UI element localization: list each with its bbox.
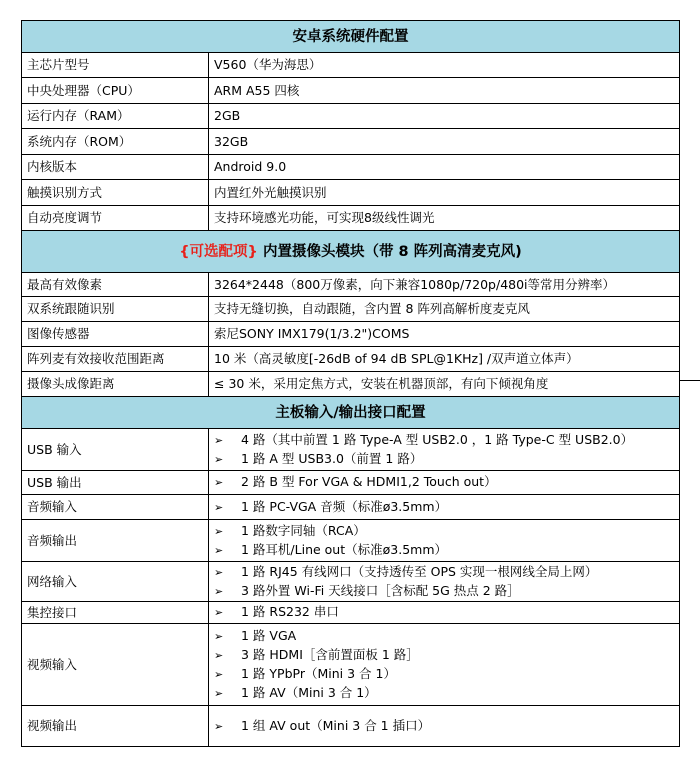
hardware-spec-table bbox=[21, 20, 680, 747]
row-value bbox=[209, 602, 680, 624]
table-row bbox=[22, 129, 680, 155]
row-label: 双系统跟随识别 bbox=[22, 297, 209, 322]
row-value: 10 米（高灵敏度[-26dB of 94 dB SPL@1KHz] /双声道立体声） bbox=[209, 347, 680, 372]
table-row bbox=[22, 495, 680, 520]
row-label: 触摸识别方式 bbox=[22, 180, 209, 206]
table-row bbox=[22, 180, 680, 206]
margin-line bbox=[679, 380, 700, 381]
table-row bbox=[22, 206, 680, 231]
table-row bbox=[22, 624, 680, 706]
arrow-bullet-icon: ➢ bbox=[214, 719, 224, 733]
table-row bbox=[22, 53, 680, 78]
table-row bbox=[22, 520, 680, 562]
list-item: ➢ 3 路 HDMI［含前置面板 1 路］ bbox=[214, 646, 674, 665]
arrow-bullet-icon: ➢ bbox=[214, 433, 224, 447]
row-label: 音频输出 bbox=[22, 520, 209, 562]
list-item: ➢ 1 组 AV out（Mini 3 合 1 插口） bbox=[214, 717, 674, 736]
row-label: USB 输入 bbox=[22, 429, 209, 471]
list-item: ➢ 4 路（其中前置 1 路 Type-A 型 USB2.0 ，1 路 Type-C 型 USB2.0） bbox=[214, 431, 674, 450]
section-header-row bbox=[22, 231, 680, 273]
arrow-bullet-icon: ➢ bbox=[214, 584, 224, 598]
row-value: 内置红外光触摸识别 bbox=[209, 180, 680, 206]
table-row bbox=[22, 471, 680, 495]
arrow-bullet-icon: ➢ bbox=[214, 476, 224, 489]
table-row bbox=[22, 562, 680, 602]
row-value bbox=[209, 429, 680, 471]
row-value bbox=[209, 471, 680, 495]
row-value: 2GB bbox=[209, 104, 680, 129]
table-row bbox=[22, 429, 680, 471]
row-label: 网络输入 bbox=[22, 562, 209, 602]
row-label: 视频输出 bbox=[22, 706, 209, 747]
list-item: ➢ 1 路 YPbPr（Mini 3 合 1） bbox=[214, 665, 674, 684]
row-label: 视频输入 bbox=[22, 624, 209, 706]
table-row bbox=[22, 602, 680, 624]
row-label: 最高有效像素 bbox=[22, 273, 209, 297]
section-header-row bbox=[22, 397, 680, 429]
list-item: ➢ 3 路外置 Wi-Fi 天线接口［含标配 5G 热点 2 路］ bbox=[214, 582, 674, 601]
arrow-bullet-icon: ➢ bbox=[214, 648, 224, 662]
row-label: USB 输出 bbox=[22, 471, 209, 495]
row-label: 摄像头成像距离 bbox=[22, 372, 209, 397]
table-row bbox=[22, 273, 680, 297]
arrow-bullet-icon: ➢ bbox=[214, 524, 224, 538]
list-item: ➢ 1 路 AV（Mini 3 合 1） bbox=[214, 684, 674, 703]
list-item: ➢ 2 路 B 型 For VGA & HDMI1,2 Touch out） bbox=[214, 473, 674, 492]
arrow-bullet-icon: ➢ bbox=[214, 500, 224, 514]
list-item: ➢ 1 路耳机/Line out（标准ø3.5mm） bbox=[214, 541, 674, 560]
list-item: ➢ 1 路 A 型 USB3.0（前置 1 路） bbox=[214, 450, 674, 469]
row-value bbox=[209, 495, 680, 520]
audio-input-text: 1 路 PC-VGA 音频（标准ø3.5mm） bbox=[241, 498, 448, 514]
arrow-bullet-icon: ➢ bbox=[214, 452, 224, 466]
row-value: 索尼SONY IMX179(1/3.2")COMS bbox=[209, 322, 680, 347]
arrow-bullet-icon: ➢ bbox=[214, 686, 224, 700]
row-value: Android 9.0 bbox=[209, 155, 680, 180]
arrow-bullet-icon: ➢ bbox=[214, 543, 224, 557]
table-row bbox=[22, 347, 680, 372]
row-label: 自动亮度调节 bbox=[22, 206, 209, 231]
row-label: 音频输入 bbox=[22, 495, 209, 520]
arrow-bullet-icon: ➢ bbox=[214, 629, 224, 643]
list-item: ➢ 1 路 RJ45 有线网口（支持透传至 OPS 实现一根网线全局上网） bbox=[214, 563, 674, 582]
row-label: 图像传感器 bbox=[22, 322, 209, 347]
table-row bbox=[22, 706, 680, 747]
list-item bbox=[214, 498, 674, 517]
row-value: ≤ 30 米，采用定焦方式，安装在机器顶部，有向下倾视角度 bbox=[209, 372, 680, 397]
row-value: 32GB bbox=[209, 129, 680, 155]
row-value: 支持无缝切换，自动跟随，含内置 8 阵列高解析度麦克风 bbox=[209, 297, 680, 322]
camera-section-title bbox=[22, 231, 680, 273]
table-row bbox=[22, 155, 680, 180]
row-label: 中央处理器（CPU） bbox=[22, 78, 209, 104]
row-label: 内核版本 bbox=[22, 155, 209, 180]
arrow-bullet-icon: ➢ bbox=[214, 606, 224, 619]
section-header-row bbox=[22, 21, 680, 53]
table-row bbox=[22, 322, 680, 347]
row-label: 主芯片型号 bbox=[22, 53, 209, 78]
optional-tag: {可选配项} bbox=[179, 243, 258, 260]
table-row bbox=[22, 297, 680, 322]
row-value: V560（华为海思） bbox=[209, 53, 680, 78]
table-row bbox=[22, 372, 680, 397]
list-item: ➢ 1 路 VGA bbox=[214, 627, 674, 646]
arrow-bullet-icon: ➢ bbox=[214, 667, 224, 681]
row-label: 系统内存（ROM） bbox=[22, 129, 209, 155]
row-value: 支持环境感光功能，可实现8级线性调光 bbox=[209, 206, 680, 231]
board-section-title: 主板输入/输出接口配置 bbox=[22, 397, 680, 429]
row-value bbox=[209, 562, 680, 602]
list-item: ➢ 1 路 RS232 串口 bbox=[214, 603, 674, 622]
table-row bbox=[22, 104, 680, 129]
android-section-title: 安卓系统硬件配置 bbox=[22, 21, 680, 53]
row-value bbox=[209, 520, 680, 562]
arrow-bullet-icon: ➢ bbox=[214, 565, 224, 579]
row-value bbox=[209, 624, 680, 706]
row-label: 运行内存（RAM） bbox=[22, 104, 209, 129]
row-value: ARM A55 四核 bbox=[209, 78, 680, 104]
row-value bbox=[209, 706, 680, 747]
row-label: 集控接口 bbox=[22, 602, 209, 624]
list-item: ➢ 1 路数字同轴（RCA） bbox=[214, 522, 674, 541]
row-value: 3264*2448（800万像素，向下兼容1080p/720p/480i等常用分辨率） bbox=[209, 273, 680, 297]
table-row bbox=[22, 78, 680, 104]
camera-section-title-text: 内置摄像头模块（带 8 阵列高清麦克风) bbox=[262, 243, 522, 260]
row-label: 阵列麦有效接收范围距离 bbox=[22, 347, 209, 372]
